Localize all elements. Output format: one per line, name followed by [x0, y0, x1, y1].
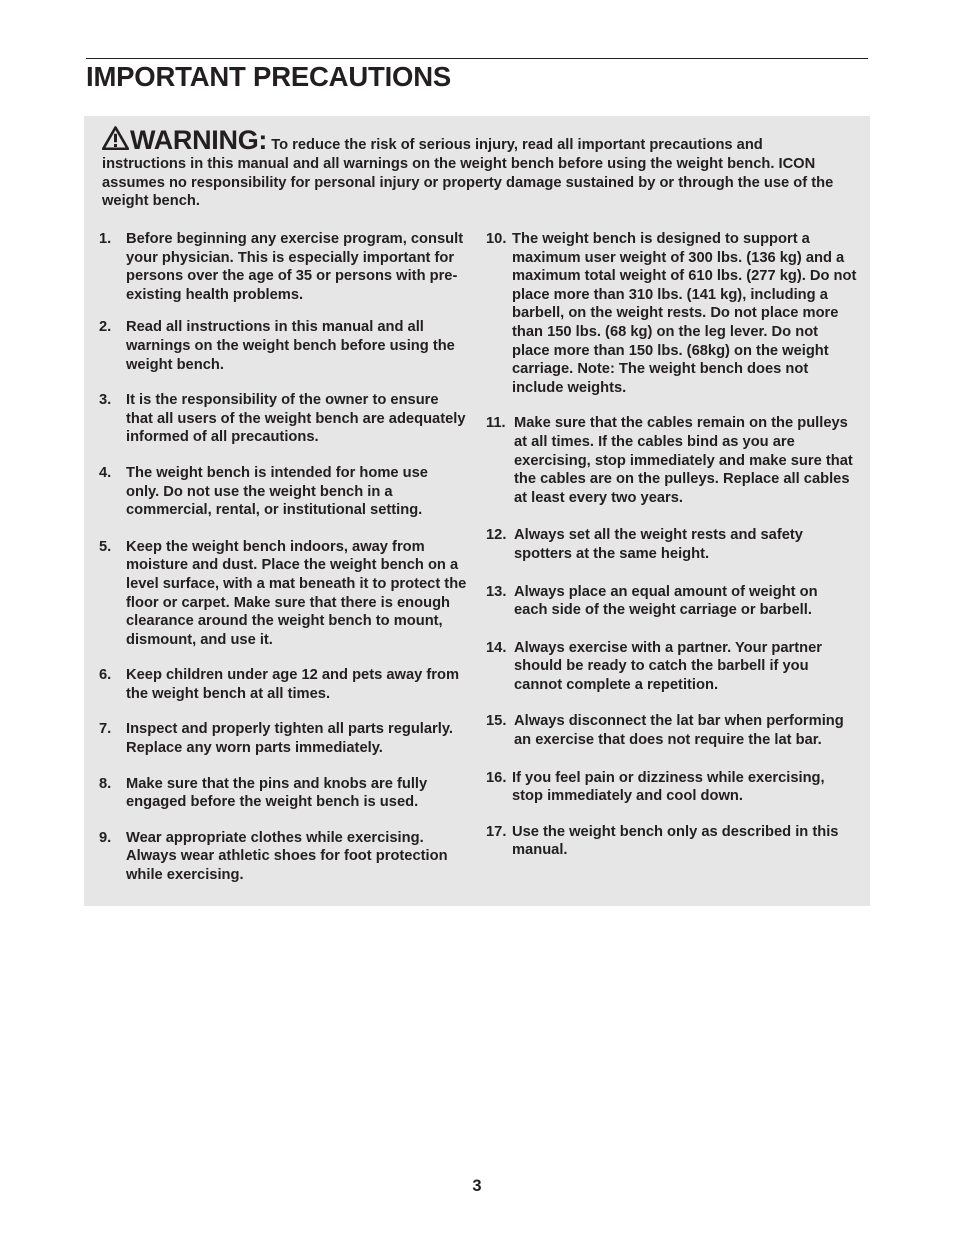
precaution-item-8	[84, 775, 479, 812]
precaution-item-4	[84, 464, 479, 520]
precautions-left-column	[84, 230, 479, 885]
item-text: If you feel pain or dizziness while exercising, stop immediately and cool down.	[512, 769, 825, 805]
item-number: 11.	[486, 415, 506, 432]
item-number: 3.	[99, 392, 112, 409]
item-text: Always disconnect the lat bar when performing an exercise that does not require the lat bar.	[514, 713, 844, 749]
precaution-item-3	[84, 391, 479, 447]
precaution-item-7	[84, 720, 479, 757]
page-title: IMPORTANT PRECAUTIONS	[86, 61, 452, 92]
item-text: Wear appropriate clothes while exercising. Always wear athletic shoes for foot protection while exercising.	[126, 829, 448, 884]
item-text: Read all instructions in this manual and all warnings on the weight bench before using the weight bench.	[126, 319, 455, 373]
precaution-item-14	[484, 639, 864, 695]
header-rule	[86, 58, 868, 59]
item-text: Always set all the weight rests and safety spotters at the same height.	[514, 527, 803, 562]
item-text: The weight bench is intended for home use only. Do not use the weight bench in a commercial, rental, or institutional setting.	[126, 464, 428, 519]
item-text: Inspect and properly tighten all parts regularly. Replace any worn parts immediately.	[126, 721, 454, 757]
item-text: Use the weight bench only as described in this manual.	[512, 823, 839, 859]
item-number: 2.	[99, 319, 112, 336]
precaution-item-2	[84, 318, 479, 374]
item-number: 13.	[486, 583, 507, 600]
page-number: 3	[472, 1177, 482, 1195]
item-text: Always exercise with a partner. Your partner should be ready to catch the barbell if you cannot complete a repetition.	[514, 639, 823, 693]
item-text: Make sure that the cables remain on the pulleys at all times. If the cables bind as you are exercising, stop immediately and make sure that the cables are on the pulleys. Replace all cables at least every two years.	[514, 415, 853, 506]
warning-label: WARNING:	[130, 125, 268, 155]
item-text: Keep the weight bench indoors, away from moisture and dust. Place the weight bench on a level surface, with a mat beneath it to protect the floor or carpet. Make sure that there is enough clearance around the weight bench to mount, dismount, and use it.	[126, 538, 467, 648]
item-text: Keep children under age 12 and pets away from the weight bench at all times.	[126, 667, 460, 702]
precaution-item-13	[484, 583, 864, 620]
precaution-item-9	[84, 829, 479, 885]
item-number: 5.	[99, 538, 112, 555]
precaution-item-1	[84, 230, 479, 304]
precaution-item-11	[484, 414, 864, 507]
precaution-item-17	[484, 823, 864, 860]
item-text: Before beginning any exercise program, consult your physician. This is especially important for persons over the age of 35 or persons with pre-existing health problems.	[126, 231, 464, 303]
precaution-item-10	[484, 230, 864, 397]
warning-block	[102, 126, 842, 211]
warning-icon	[102, 126, 129, 150]
item-number: 10.	[486, 231, 507, 247]
precaution-item-16	[484, 769, 864, 806]
item-number: 15.	[486, 713, 507, 730]
precaution-item-6	[84, 666, 479, 703]
item-text: Always place an equal amount of weight on each side of the weight carriage or barbell.	[514, 583, 818, 619]
precaution-item-12	[484, 526, 864, 563]
item-number: 12.	[486, 527, 507, 544]
item-number: 17.	[486, 823, 507, 840]
item-text: It is the responsibility of the owner to ensure that all users of the weight bench are adequately informed of all precautions.	[126, 392, 466, 446]
item-number: 7.	[99, 721, 112, 738]
item-number: 8.	[99, 775, 112, 792]
item-number: 6.	[99, 667, 112, 684]
precautions-panel	[84, 116, 870, 906]
item-number: 4.	[99, 464, 112, 481]
warning-text: To reduce the risk of serious injury, read all important precautions and instructions in this manual and all warnings on the weight bench before using the weight bench. ICON assumes no responsibility for personal injury or property damage sustained by or through the use of the weight bench.	[102, 137, 834, 210]
precaution-item-15	[484, 712, 864, 749]
item-number: 9.	[99, 829, 112, 846]
item-text: Make sure that the pins and knobs are fully engaged before the weight bench is used.	[126, 775, 428, 811]
item-number: 14.	[486, 639, 507, 656]
item-text: The weight bench is designed to support a maximum user weight of 300 lbs. (136 kg) and a maximum total weight of 610 lbs. (277 kg). Do not place more than 310 lbs. (141 kg), including a barbell, on the weight rests. Do not place more than 150 lbs. (68 kg) on the leg lever. Do not place more than 150 lbs. (68kg) on the weight carriage. Note: The weight bench does not include weights.	[512, 231, 857, 396]
precaution-item-5	[84, 538, 479, 650]
item-number: 16.	[486, 769, 507, 786]
item-number: 1.	[99, 231, 112, 247]
precautions-right-column	[484, 230, 864, 860]
